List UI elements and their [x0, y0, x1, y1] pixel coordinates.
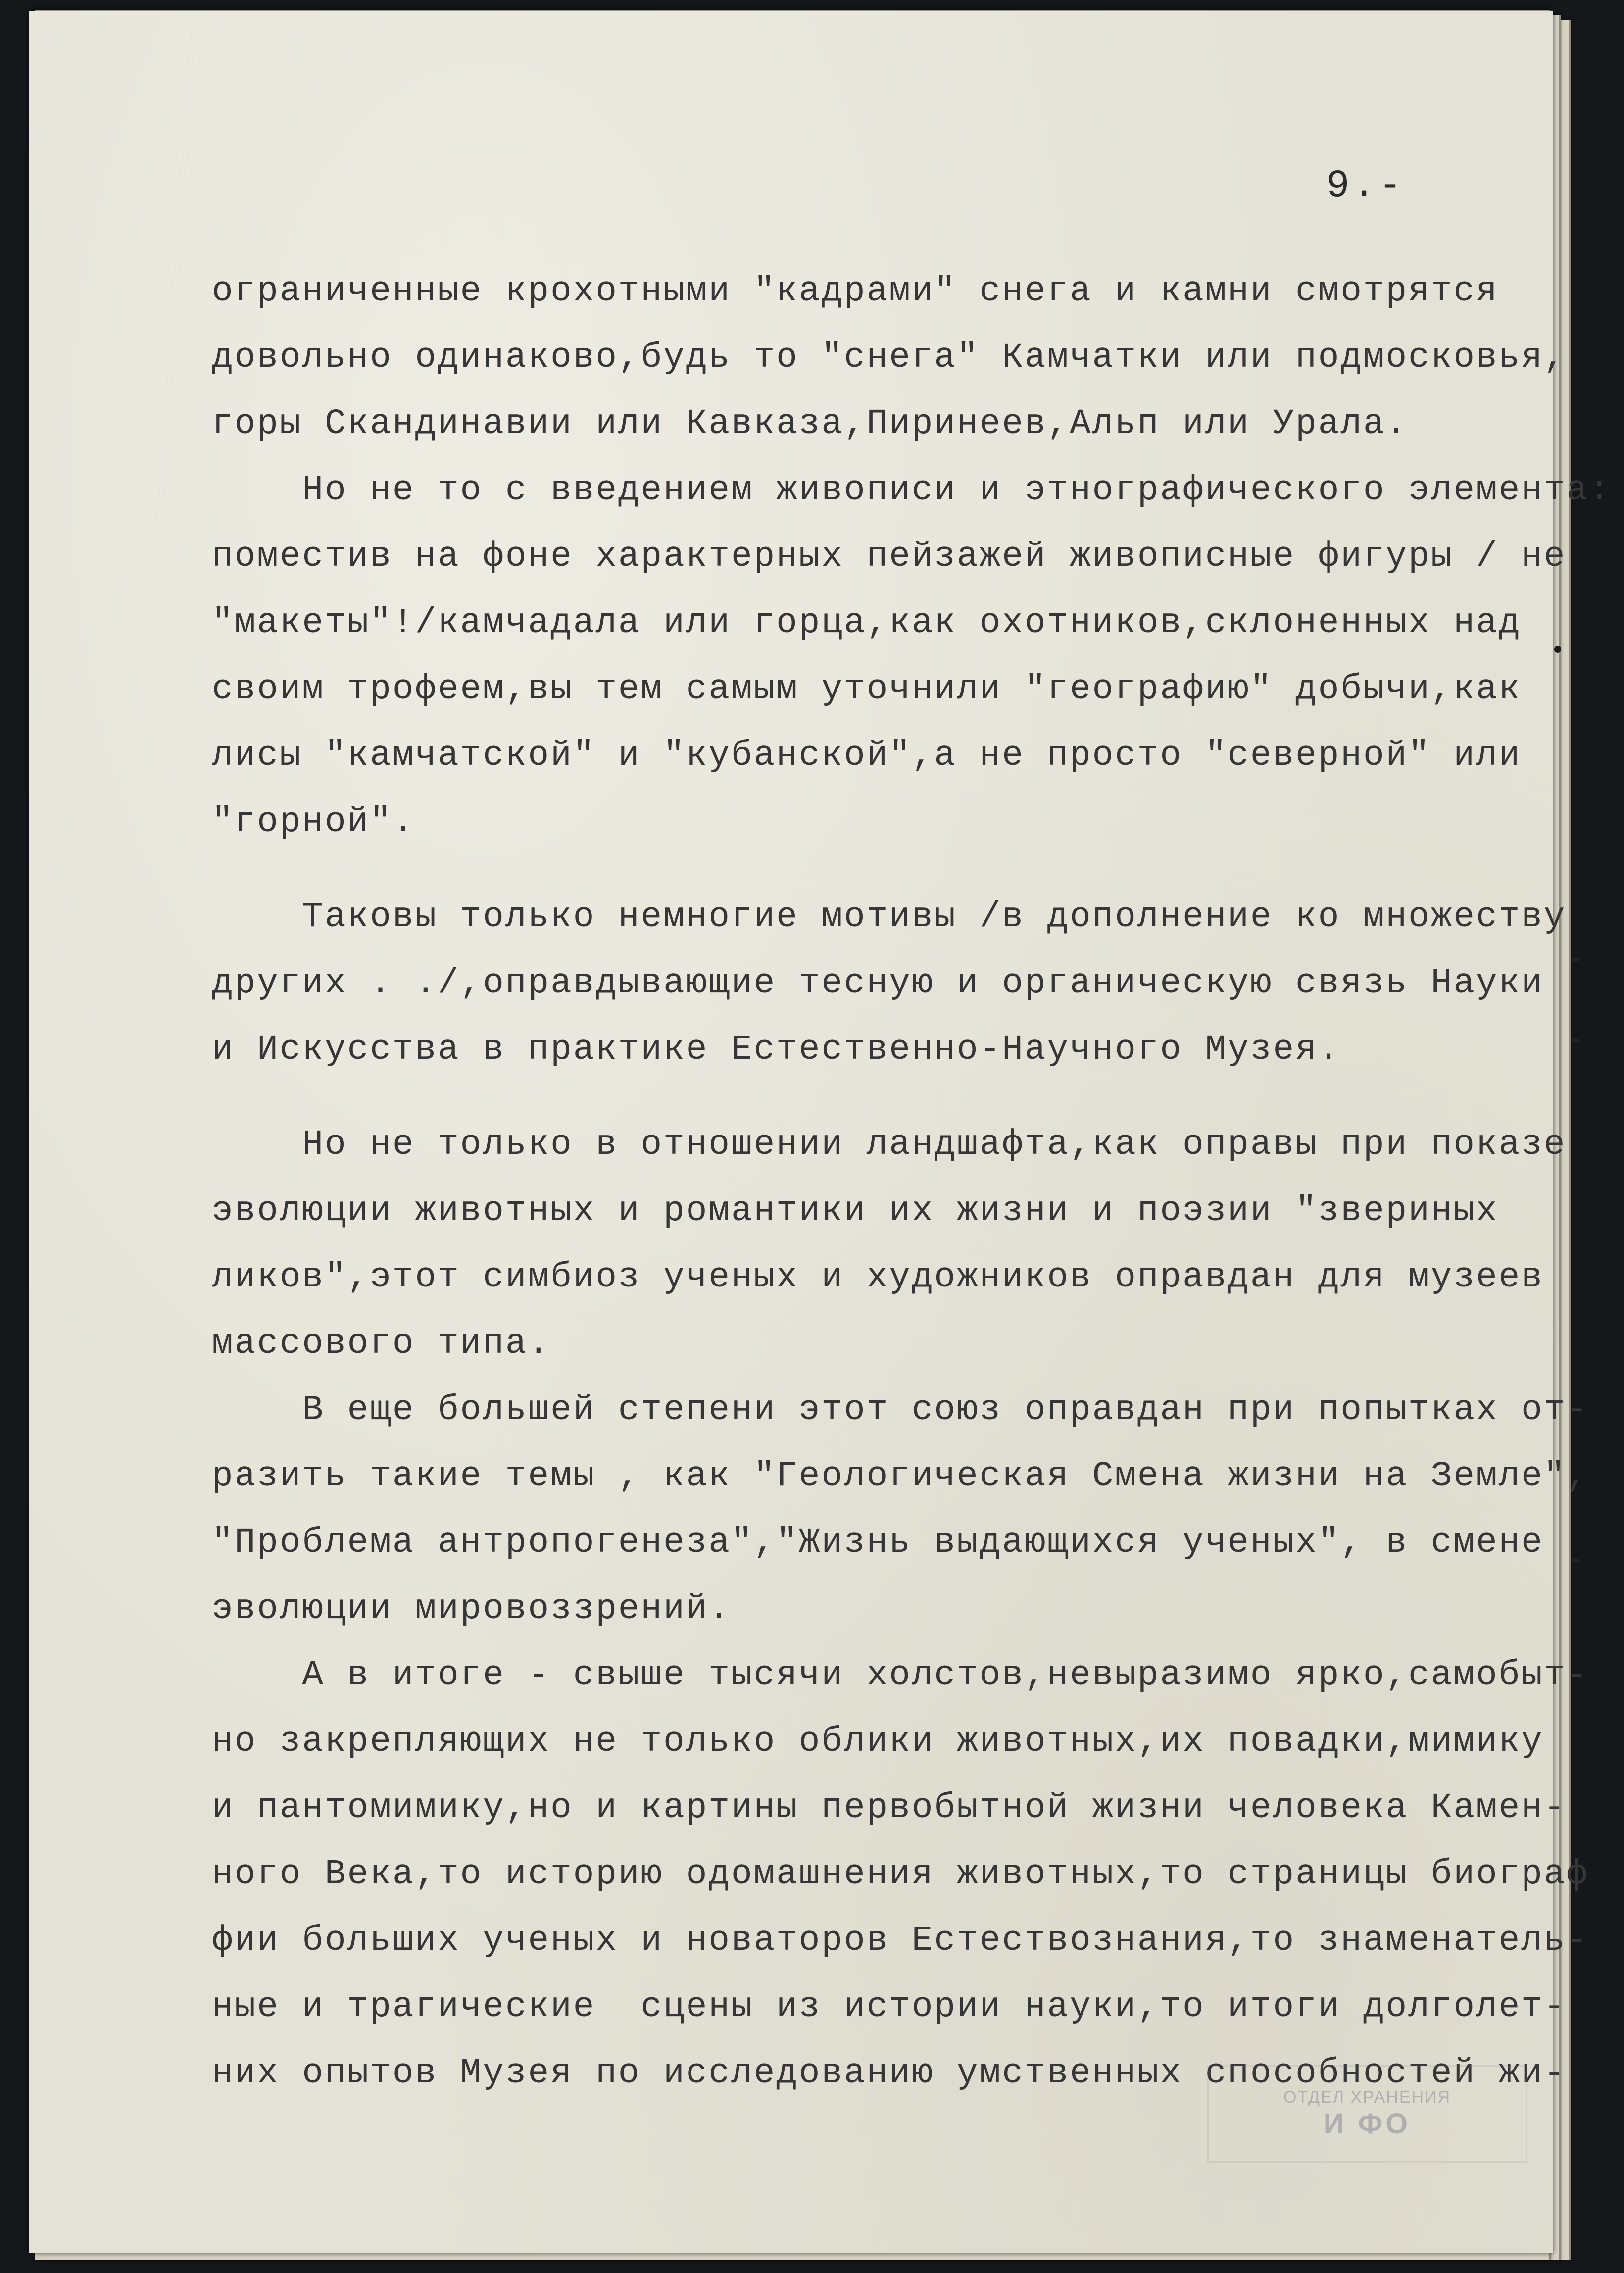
- text-line: эволюции животных и романтики их жизни и поэзии "звериных: [212, 1191, 1499, 1231]
- archive-stamp: ОТДЕЛ ХРАНЕНИЯ И ФО: [1207, 2065, 1527, 2163]
- text-line: и Искусства в практике Естественно-Научного Музея.: [212, 1030, 1341, 1070]
- text-line: массового типа.: [212, 1324, 551, 1364]
- text-line: лисы "камчатской" и "кубанской",а не просто "северной" или: [212, 736, 1522, 776]
- paragraph: [212, 1377, 1589, 1642]
- paragraph-gap: [212, 855, 1558, 884]
- edge-mark: [1572, 1559, 1580, 1562]
- edge-mark: [1572, 958, 1580, 961]
- text-line: своим трофеем,вы тем самым уточнили "географию" добычи,как: [212, 670, 1522, 709]
- text-line: ограниченные крохотными "кадрами" снега и камни смотрятся: [212, 272, 1499, 311]
- page-number: 9.-: [1326, 164, 1405, 208]
- document-page: [29, 11, 1612, 2253]
- text-line: Таковы только немногие мотивы /в дополнение ко множеству: [212, 897, 1567, 937]
- typewritten-body: [212, 258, 1612, 2107]
- text-line: А в итоге - свыше тысячи холстов,невыразимо ярко,самобыт-: [212, 1656, 1589, 1695]
- text-line: Но не то с введением живописи и этнографического элемента:: [212, 471, 1612, 510]
- text-line: но закрепляющих не только облики животных,их повадки,мимику: [212, 1722, 1544, 1762]
- text-line: ные и трагические сцены из истории науки,то итоги долголет-: [212, 1987, 1567, 2027]
- text-line: ликов",этот симбиоз ученых и художников оправдан для музеев: [212, 1258, 1544, 1297]
- paragraph: [212, 258, 1567, 457]
- text-line: "макеты"!/камчадала или горца,как охотников,склоненных над: [212, 603, 1522, 643]
- text-line: горы Скандинавии или Кавказа,Пиринеев,Альп или Урала.: [212, 404, 1409, 444]
- paragraph: [212, 884, 1567, 1083]
- text-line: них опытов Музея по исследованию умственных способностей жи-: [212, 2054, 1567, 2093]
- text-line: В еще большей степени этот союз оправдан при попытках от-: [212, 1390, 1589, 1430]
- text-line: эволюции мировоззрений.: [212, 1589, 731, 1629]
- text-line: поместив на фоне характерных пейзажей живописные фигуры / не: [212, 537, 1567, 577]
- paragraph: [212, 457, 1612, 855]
- text-line: "Проблема антропогенеза","Жизнь выдающихся ученых", в смене: [212, 1523, 1544, 1563]
- text-line: довольно одинаково,будь то "снега" Камчатки или подмосковья,: [212, 338, 1567, 378]
- paragraph: [212, 1642, 1589, 2107]
- text-line: "горной".: [212, 802, 415, 842]
- edge-mark: [1572, 1039, 1580, 1042]
- text-line: других . ./,оправдывающие тесную и органическую связь Науки: [212, 964, 1544, 1003]
- paragraph-gap: [212, 1083, 1558, 1112]
- text-line: фии больших ученых и новаторов Естествознания,то знаменатель-: [212, 1921, 1589, 1961]
- paragraph: [212, 1112, 1567, 1377]
- paper-crease: [151, 11, 196, 605]
- text-line: разить такие темы , как "Геологическая Смена жизни на Земле",: [212, 1457, 1589, 1496]
- text-line: и пантомимику,но и картины первобытной жизни человека Камен-: [212, 1788, 1567, 1828]
- text-line: Но не только в отношении ландшафта,как оправы при показе: [212, 1125, 1567, 1165]
- text-line: ного Века,то историю одомашнения животных,то страницы биограф: [212, 1855, 1589, 1894]
- binding-hole: [1554, 646, 1561, 653]
